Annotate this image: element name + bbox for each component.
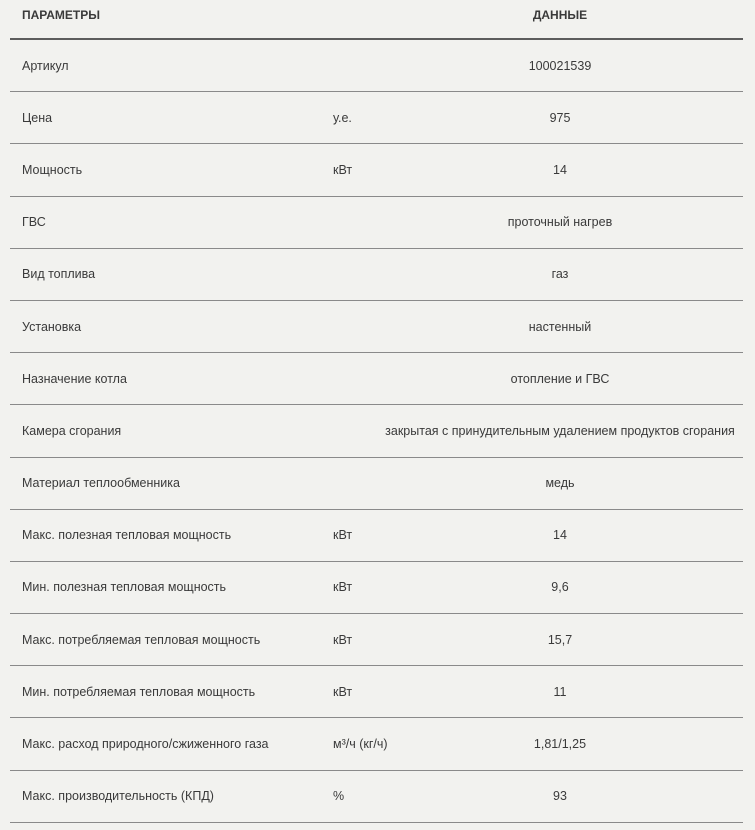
row-parameter: Макс. потребляемая тепловая мощность bbox=[22, 632, 261, 647]
row-unit: у.е. bbox=[333, 110, 352, 125]
row-value: 14 bbox=[553, 162, 567, 177]
spec-table bbox=[10, 0, 743, 823]
table-row bbox=[10, 249, 743, 301]
row-value: 1,81/1,25 bbox=[533, 737, 587, 752]
row-parameter: Макс. производительность (КПД) bbox=[22, 789, 214, 804]
row-value: 9,6 bbox=[551, 580, 569, 595]
row-value: 975 bbox=[549, 110, 571, 125]
table-row bbox=[10, 144, 743, 196]
row-parameter: Макс. расход природного/сжиженного газа bbox=[22, 737, 269, 752]
header-data: ДАННЫЕ bbox=[532, 8, 588, 22]
row-parameter: Материал теплообменника bbox=[22, 476, 180, 491]
table-row bbox=[10, 197, 743, 249]
row-value: отопление и ГВС bbox=[510, 371, 610, 386]
table-row bbox=[10, 718, 743, 770]
table-row bbox=[10, 771, 743, 823]
row-parameter: ГВС bbox=[22, 215, 46, 230]
table-row bbox=[10, 614, 743, 666]
row-parameter: Камера сгорания bbox=[22, 423, 122, 438]
row-parameter: Мин. потребляемая тепловая мощность bbox=[22, 684, 256, 699]
table-row bbox=[10, 510, 743, 562]
table-row bbox=[10, 562, 743, 614]
row-value: 100021539 bbox=[528, 58, 592, 73]
row-unit: м³/ч (кг/ч) bbox=[333, 737, 388, 752]
row-value: 93 bbox=[553, 789, 567, 804]
table-row bbox=[10, 353, 743, 405]
row-parameter: Цена bbox=[22, 110, 53, 125]
row-parameter: Мощность bbox=[22, 162, 83, 177]
table-row bbox=[10, 405, 743, 457]
table-body bbox=[10, 40, 743, 823]
table-row bbox=[10, 458, 743, 510]
row-value: проточный нагрев bbox=[507, 215, 613, 230]
row-value: закрытая с принудительным удалением продуктов сгорания bbox=[385, 423, 735, 438]
table-row bbox=[10, 666, 743, 718]
row-parameter: Артикул bbox=[22, 58, 69, 73]
row-unit: кВт bbox=[333, 162, 353, 177]
row-parameter: Установка bbox=[22, 319, 82, 334]
row-value: настенный bbox=[528, 319, 592, 334]
row-parameter: Макс. полезная тепловая мощность bbox=[22, 528, 232, 543]
row-value: газ bbox=[551, 267, 569, 282]
row-parameter: Вид топлива bbox=[22, 267, 96, 282]
table-row bbox=[10, 40, 743, 92]
table-header bbox=[10, 0, 743, 40]
row-value: 14 bbox=[553, 528, 567, 543]
row-unit: % bbox=[333, 789, 345, 804]
row-value: медь bbox=[545, 476, 575, 491]
row-parameter: Мин. полезная тепловая мощность bbox=[22, 580, 227, 595]
row-parameter: Назначение котла bbox=[22, 371, 127, 386]
row-unit: кВт bbox=[333, 580, 353, 595]
header-parameters: ПАРАМЕТРЫ bbox=[22, 8, 100, 22]
row-value: 11 bbox=[553, 684, 567, 699]
row-unit: кВт bbox=[333, 632, 353, 647]
row-unit: кВт bbox=[333, 684, 353, 699]
row-unit: кВт bbox=[333, 528, 353, 543]
row-value: 15,7 bbox=[547, 632, 573, 647]
table-row bbox=[10, 301, 743, 353]
table-row bbox=[10, 92, 743, 144]
